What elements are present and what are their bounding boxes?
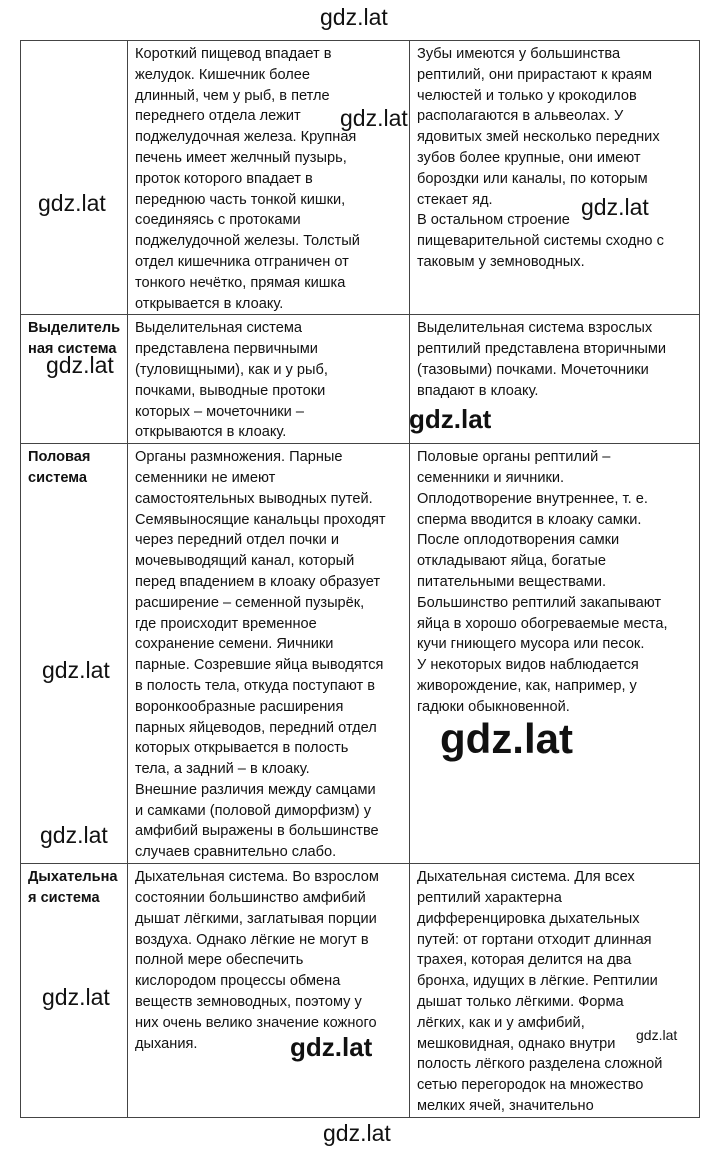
system-name: Половая система [28,449,91,486]
watermark: gdz.lat [42,984,110,1010]
amphibians-text: Короткий пищевод впадает в желудок. Кишечник более длинный, чем у рыб, в петле переднего отдела лежит поджелудочная железа. Крупная печень имеет желчный пузырь, проток которого впадает в переднюю часть тонкой кишки, соединяясь с протоками поджелудочной железы. Толстый отдел кишечника отграничен от тонкого нечётко, прямая кишка открывается в клоаку. [135,46,360,312]
watermark: gdz.lat [46,352,114,378]
system-name-cell [21,315,128,444]
watermark: gdz.lat [409,404,492,434]
watermark: gdz.lat [440,715,573,762]
watermark: gdz.lat [581,194,649,220]
system-name: Дыхательна я система [28,869,118,906]
watermark: gdz.lat [290,1032,373,1062]
amphibians-text: Органы размножения. Парные семенники не имеют самостоятельных выводных путей. Семявыносящие канальцы проходят через передний отдел почки и мочевыводящий канал, который перед впадением в клоаку образует расширение – семенной пузырёк, где происходит временное сохранение семени. Яичники парные. Созревшие яйца выводятся в полость тела, откуда поступают в воронкообразные расширения парных яйцеводов, передний отдел которых открывается в полость тела, а задний – в клоаку. Внешние различия между самцами и самками (половой диморфизм) у амфибий выражены в большинстве случаев сравнительно слабо. [135,449,386,861]
reptiles-cell [410,315,700,444]
table-row [21,864,700,1118]
amphibians-text: Дыхательная система. Во взрослом состоянии большинство амфибий дышат лёгкими, заглатывая порции воздуха. Однако лёгкие не могут в полной мере обеспечить кислородом процессы обмена веществ земноводных, поэтому у них очень велико значение кожного дыхания. [135,869,379,1052]
table-row [21,444,700,864]
reptiles-cell [410,41,700,315]
reptiles-text: Дыхательная система. Для всех рептилий характерна дифференцировка дыхательных путей: от гортани отходит длинная трахея, которая делится на два бронха, идущих в лёгкие. Рептилии дышат только лёгкими. Форма лёгких, как и у амфибий, мешковидная, однако внутри полость лёгкого разделена сложной сетью перегородок на множество мелких ячей, значительно [417,869,663,1114]
watermark: gdz.lat [323,1120,391,1146]
reptiles-cell [410,444,700,864]
amphibians-cell [128,315,410,444]
watermark: gdz.lat [38,190,106,216]
amphibians-cell [128,41,410,315]
system-name-cell [21,864,128,1118]
table-row [21,315,700,444]
table-row [21,41,700,315]
amphibians-text: Выделительная система представлена первичными (туловищными), как и у рыб, почками, выводные протоки которых – мочеточники – открываются в клоаку. [135,320,328,441]
watermark: gdz.lat [320,4,388,30]
watermark: gdz.lat [42,657,110,683]
system-name-cell [21,41,128,315]
reptiles-text: Выделительная система взрослых рептилий представлена вторичными (тазовыми) почками. Мочеточники впадают в клоаку. [417,320,667,399]
reptiles-text: Зубы имеются у большинства рептилий, они прирастают к краям челюстей и только у крокодилов располагаются в альвеолах. У ядовитых змей несколько передних зубов более крупные, они имеют бороздки или каналы, по которым стекает яд. В остальном строение пищеварительной системы сходно с таковым у земноводных. [417,46,664,270]
comparison-table [20,40,700,1118]
system-name-cell [21,444,128,864]
watermark: gdz.lat [40,822,108,848]
watermark: gdz.lat [636,1027,678,1043]
watermark: gdz.lat [340,105,408,131]
reptiles-text: Половые органы рептилий – семенники и яичники. Оплодотворение внутреннее, т. е. сперма вводится в клоаку самки. После оплодотворения самки откладывают яйца, богатые питательными веществами. Большинство рептилий закапывают яйца в хорошо обогреваемые места, кучи гниющего мусора или песок. У некоторых видов наблюдается живорождение, как, например, у гадюки обыкновенной. [417,449,668,715]
amphibians-cell [128,444,410,864]
amphibians-cell [128,864,410,1118]
system-name: Выделитель ная система [28,320,121,358]
reptiles-cell [410,864,700,1118]
